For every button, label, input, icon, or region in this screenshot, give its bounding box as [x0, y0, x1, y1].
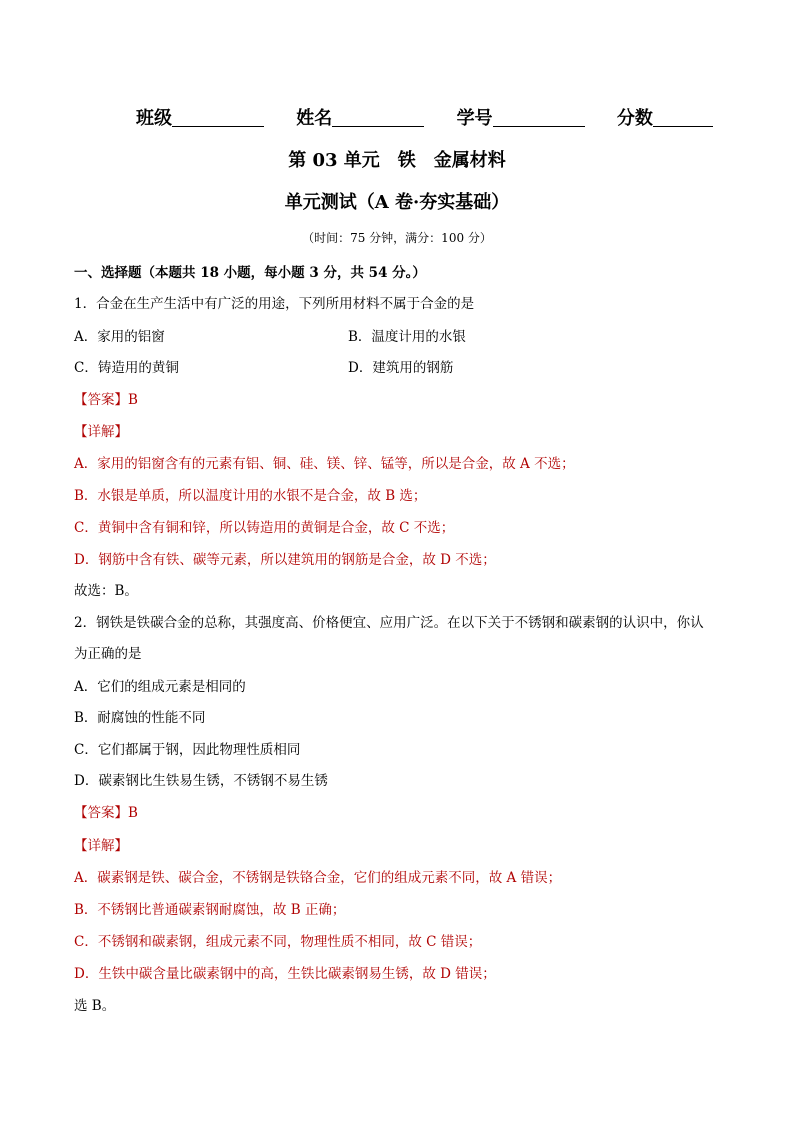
q1-option-d: D．建筑用的钢筋 — [348, 360, 454, 376]
student-id-field — [457, 104, 585, 130]
q2-stem-line2: 为正确的是 — [74, 646, 142, 662]
q1-stem: 1．合金在生产生活中有广泛的用途，下列所用材料不属于合金的是 — [74, 296, 475, 312]
q2-stem-line1: 2．钢铁是铁碳合金的总称，其强度高、价格便宜、应用广泛。在以下关于不锈钢和碳素钢的认识中，你认 — [74, 615, 704, 631]
q1-option-b: B．温度计用的水银 — [348, 329, 466, 345]
q2-detail-label: 【详解】 — [74, 838, 128, 854]
q1-explanation-b: B．水银是单质，所以温度计用的水银不是合金，故 B 选； — [74, 488, 427, 504]
q1-explanation-c: C．黄铜中含有铜和锌，所以铸造用的黄铜是合金，故 C 不选； — [74, 520, 455, 536]
name-blank[interactable] — [332, 108, 424, 127]
student-id-label: 学号 — [456, 108, 493, 129]
q2-explanation-b: B．不锈钢比普通碳素钢耐腐蚀，故 B 正确； — [74, 902, 346, 918]
class-label: 班级 — [136, 108, 172, 129]
time-info: （时间：75 分钟，满分：100 分） — [302, 231, 492, 245]
name-field — [296, 104, 424, 130]
student-id-blank[interactable] — [493, 108, 585, 127]
q2-option-d: D．碳素钢比生铁易生锈，不锈钢不易生锈 — [74, 773, 328, 789]
q2-explanation-c: C．不锈钢和碳素钢，组成元素不同，物理性质不相同，故 C 错误； — [74, 934, 482, 950]
score-blank[interactable] — [653, 108, 713, 127]
q2-explanation-a: A．碳素钢是铁、碳合金，不锈钢是铁铬合金，它们的组成元素不同，故 A 错误； — [74, 870, 562, 886]
student-info-header — [136, 104, 726, 130]
q2-explanation-d: D．生铁中碳含量比碳素钢中的高，生铁比碳素钢易生锈，故 D 错误； — [74, 966, 496, 982]
q1-answer: 【答案】B — [74, 392, 138, 408]
q1-explanation-a: A．家用的铝窗含有的元素有铝、铜、硅、镁、锌、锰等，所以是合金，故 A 不选； — [74, 456, 575, 472]
q1-detail-label: 【详解】 — [74, 424, 128, 440]
score-label: 分数 — [616, 108, 653, 129]
q2-option-a: A．它们的组成元素是相同的 — [74, 679, 246, 695]
section-heading: 一、选择题（本题共 18 小题，每小题 3 分，共 54 分。） — [74, 265, 426, 281]
name-label: 姓名 — [296, 108, 333, 129]
q1-conclusion: 故选：B。 — [74, 583, 138, 599]
unit-title: 第 03 单元 铁 金属材料 — [288, 150, 506, 171]
q2-option-b: B．耐腐蚀的性能不同 — [74, 710, 206, 726]
q1-option-a: A．家用的铝窗 — [74, 329, 165, 345]
q2-conclusion: 选 B。 — [74, 998, 116, 1014]
score-field — [617, 104, 713, 130]
class-blank[interactable] — [172, 108, 264, 127]
q1-explanation-d: D．钢筋中含有铁、碳等元素，所以建筑用的钢筋是合金，故 D 不选； — [74, 552, 496, 568]
test-title: 单元测试（A 卷·夯实基础） — [284, 192, 510, 213]
class-field — [136, 104, 264, 130]
q2-option-c: C．它们都属于钢，因此物理性质相同 — [74, 742, 301, 758]
q1-option-c: C．铸造用的黄铜 — [74, 360, 179, 376]
q2-answer: 【答案】B — [74, 805, 138, 821]
